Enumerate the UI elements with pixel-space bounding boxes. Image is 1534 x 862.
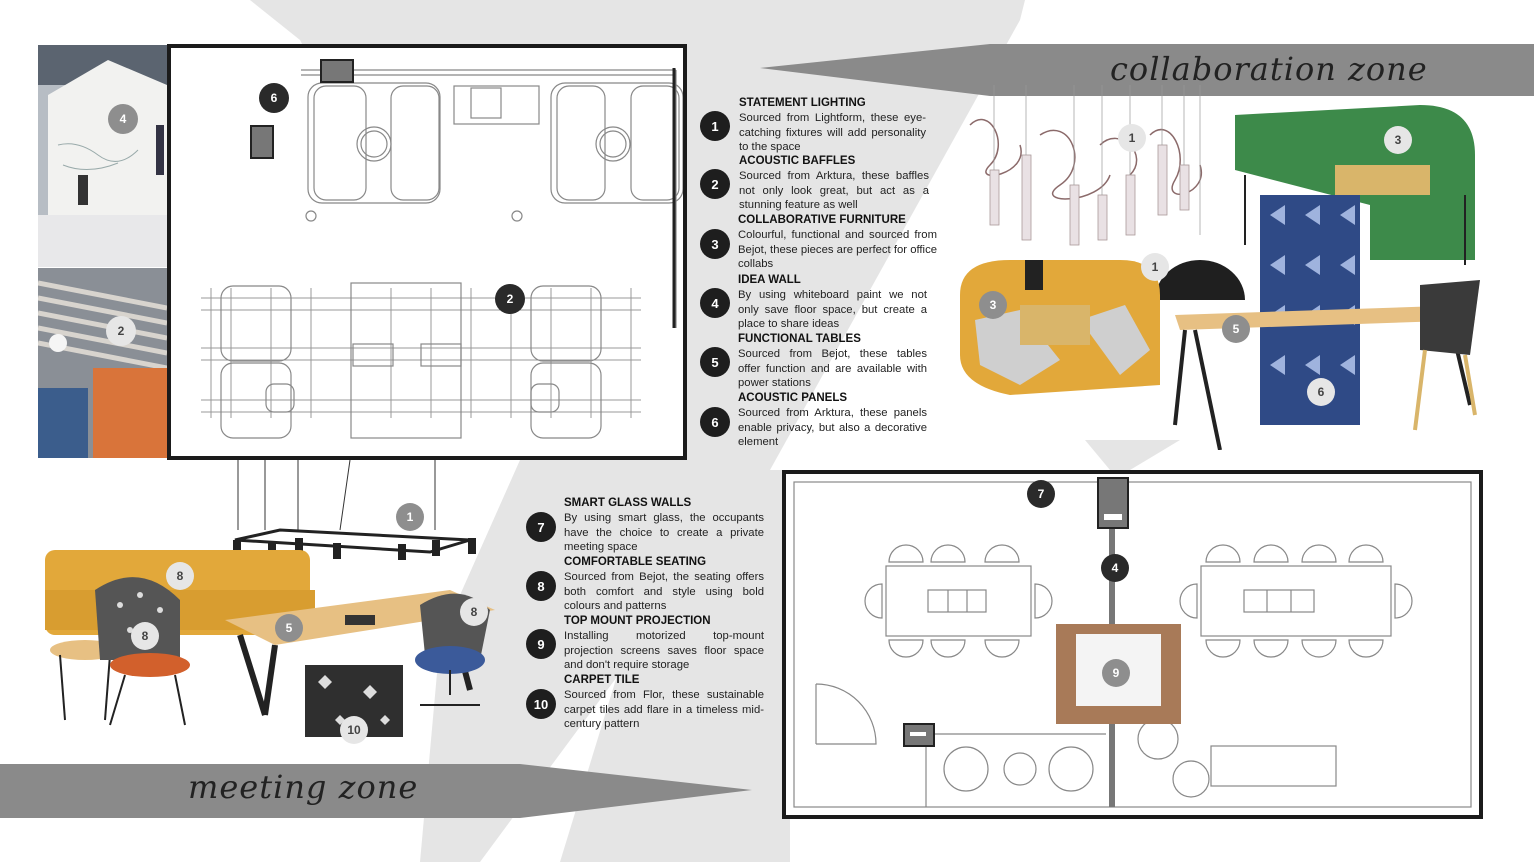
- marker-collab-panel: 6: [1307, 378, 1335, 406]
- marker-meet-lighting: 1: [396, 503, 424, 531]
- legend-num-5: 5: [700, 347, 730, 377]
- meeting-zone-title: meeting zone: [188, 768, 419, 806]
- legend-num-2: 2: [700, 169, 730, 199]
- marker-meet-chair-b: 8: [460, 598, 488, 626]
- legend-desc-4: By using whiteboard paint we not only save floor space, but create a place to share ideas: [738, 289, 927, 330]
- legend-title-6: ACOUSTIC PANELS: [738, 392, 848, 404]
- legend-num-6: 6: [700, 407, 730, 437]
- legend-title-5: FUNCTIONAL TABLES: [738, 333, 861, 345]
- collaboration-floor-plan: [167, 44, 687, 460]
- marker-photo-idea-wall: 4: [108, 104, 138, 134]
- acoustic-baffles-photo: [38, 268, 167, 458]
- legend-desc-1: Sourced from Lightform, these eye-catching fixtures will add personality to the space: [739, 112, 926, 153]
- marker-collab-table: 5: [1222, 315, 1250, 343]
- marker-collab-booth-green: 3: [1384, 126, 1412, 154]
- legend-title-8: COMFORTABLE SEATING: [564, 556, 707, 568]
- legend-title-1: STATEMENT LIGHTING: [739, 97, 866, 109]
- legend-num-4: 4: [700, 288, 730, 318]
- legend-desc-3: Colourful, functional and sourced from Bejot, these pieces are perfect for office collabs: [738, 229, 937, 270]
- collaboration-zone-title: collaboration zone: [1110, 50, 1428, 88]
- legend-title-9: TOP MOUNT PROJECTION: [564, 615, 711, 627]
- marker-plan1-baffles: 2: [495, 284, 525, 314]
- legend-desc-9: Installing motorized top-mount projection screens saves floor space and don't require storage: [564, 630, 764, 671]
- legend-desc-2: Sourced from Arktura, these baffles not only look great, but act as a stunning feature as well: [739, 170, 929, 211]
- legend-num-10: 10: [526, 689, 556, 719]
- legend-num-8: 8: [526, 571, 556, 601]
- legend-num-3: 3: [700, 229, 730, 259]
- marker-plan2-glass: 7: [1027, 480, 1055, 508]
- marker-meet-sofa: 8: [166, 562, 194, 590]
- marker-plan2-screen: 9: [1102, 659, 1130, 687]
- marker-photo-baffles: 2: [106, 316, 136, 346]
- legend-num-7: 7: [526, 512, 556, 542]
- marker-collab-lighting-b: 1: [1141, 253, 1169, 281]
- legend-title-7: SMART GLASS WALLS: [564, 497, 692, 509]
- legend-num-9: 9: [526, 629, 556, 659]
- legend-desc-10: Sourced from Flor, these sustainable carpet tiles add flare in a timeless mid-century pattern: [564, 689, 764, 730]
- legend-title-10: CARPET TILE: [564, 674, 640, 686]
- marker-collab-lighting-a: 1: [1118, 124, 1146, 152]
- marker-meet-chair-a: 8: [131, 622, 159, 650]
- legend-desc-6: Sourced from Arktura, these panels enable privacy, but also a decorative element: [738, 407, 927, 448]
- legend-num-1: 1: [700, 111, 730, 141]
- legend-title-3: COLLABORATIVE FURNITURE: [738, 214, 906, 226]
- legend-desc-5: Sourced from Bejot, these tables offer function and are available with power stations: [738, 348, 927, 389]
- meeting-floor-plan: [782, 470, 1483, 819]
- legend-title-2: ACOUSTIC BAFFLES: [739, 155, 856, 167]
- legend-desc-8: Sourced from Bejot, the seating offers both comfort and style using bold colours and patterns: [564, 571, 764, 612]
- marker-meet-carpet: 10: [340, 716, 368, 744]
- meeting-furniture-collage: [40, 460, 510, 750]
- marker-meet-table: 5: [275, 614, 303, 642]
- legend-title-4: IDEA WALL: [738, 274, 801, 286]
- idea-wall-photo: [38, 45, 167, 267]
- marker-collab-booth-yellow: 3: [979, 291, 1007, 319]
- legend-desc-7: By using smart glass, the occupants have the choice to create a private meeting space: [564, 512, 764, 553]
- marker-plan1-panels: 6: [259, 83, 289, 113]
- marker-plan2-wall: 4: [1101, 554, 1129, 582]
